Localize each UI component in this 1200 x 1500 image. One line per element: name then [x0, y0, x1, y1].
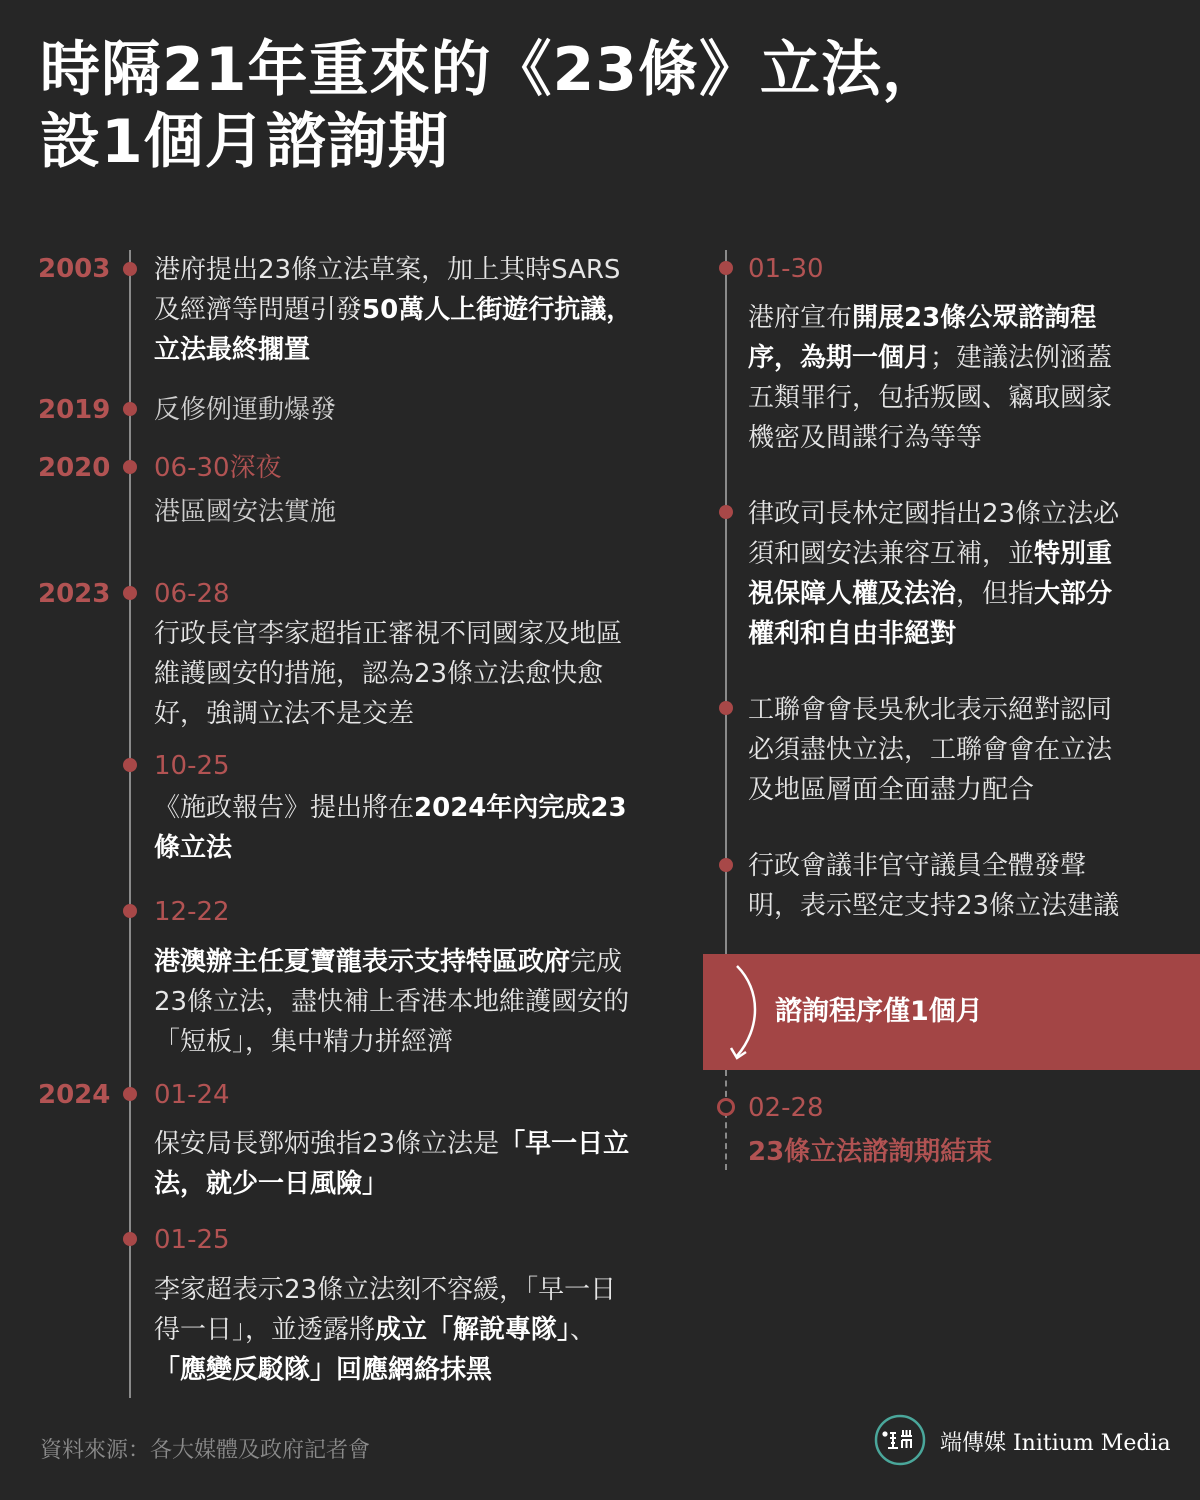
event-text: 維護國安的措施，認為23條立法愈快愈	[154, 659, 604, 689]
event-text: 港澳辦主任夏寶龍表示支持特區政府完成	[154, 947, 623, 977]
timeline-dot	[719, 261, 733, 275]
timeline-dot	[719, 505, 733, 519]
timeline-dot	[123, 460, 137, 474]
event-text: 《施政報告》提出將在2024年內完成23	[154, 793, 627, 823]
event-0130	[748, 298, 1178, 458]
event-date: 10-25	[154, 751, 230, 781]
event-exco	[748, 846, 1178, 926]
event-text: 得一日」，並透露將成立「解說專隊」、	[154, 1315, 597, 1345]
event-date: 01-24	[154, 1080, 230, 1110]
event-text: 序，為期一個月；建議法例涵蓋	[748, 343, 1113, 373]
year-2020: 2020	[38, 453, 111, 483]
event-2019: 反修例運動爆發	[154, 395, 337, 425]
year-2023: 2023	[38, 579, 111, 609]
title-line-1: 時隔21年重來的《23條》立法，	[40, 35, 943, 105]
timeline-dot	[719, 858, 733, 872]
title-line-2: 設1個月諮詢期	[40, 107, 449, 177]
event-text: 港府提出23條立法草案，加上其時SARS	[154, 255, 621, 285]
year-2019: 2019	[38, 395, 111, 425]
event-date: 01-25	[154, 1225, 230, 1255]
event-text: 行政會議非官守議員全體發聲	[748, 851, 1087, 881]
event-text: 保安局長鄧炳強指23條立法是「早一日立	[154, 1129, 630, 1159]
consultation-banner	[703, 954, 1200, 1070]
timeline-dot	[123, 586, 137, 600]
event-text: 五類罪行，包括叛國、竊取國家	[748, 383, 1113, 413]
event-date: 06-28	[154, 579, 230, 609]
event-text: 律政司長林定國指出23條立法必	[748, 499, 1120, 529]
event-text: 明，表示堅定支持23條立法建議	[748, 891, 1120, 921]
year-2024: 2024	[38, 1080, 111, 1110]
event-text: 23條立法，盡快補上香港本地維護國安的	[154, 987, 630, 1017]
event-text: 機密及間諜行為等等	[748, 423, 983, 453]
event-text: 好，強調立法不是交差	[154, 699, 415, 729]
event-justice	[748, 494, 1178, 654]
timeline-dot	[123, 262, 137, 276]
event-text: 工聯會會長吳秋北表示絕對認同	[748, 695, 1113, 725]
event-text: 視保障人權及法治，但指大部分	[748, 579, 1113, 609]
source-note: 資料來源：各大媒體及政府記者會	[40, 1438, 371, 1463]
event-text: 及地區層面全面盡力配合	[748, 775, 1035, 805]
left-timeline-line	[129, 250, 131, 1398]
event-text: 條立法	[154, 833, 233, 863]
page-title	[40, 34, 1160, 178]
event-text: 立法最終擱置	[154, 335, 311, 365]
event-text: 港府宣布開展23條公眾諮詢程	[748, 303, 1097, 333]
timeline-dot	[123, 402, 137, 416]
event-2023-1025	[154, 788, 684, 868]
initium-logo-icon	[874, 1414, 926, 1466]
timeline-dot	[123, 1232, 137, 1246]
event-text: 李家超表示23條立法刻不容緩，「早一日	[154, 1275, 617, 1305]
event-text: 「短板」，集中精力拼經濟	[154, 1027, 454, 1057]
event-date: 12-22	[154, 897, 230, 927]
event-2024-0124	[154, 1124, 684, 1204]
timeline-dot	[123, 1087, 137, 1101]
event-text: 法，就少一日風險」	[154, 1169, 389, 1199]
right-timeline-dashed	[725, 1070, 727, 1170]
brand-name: 端傳媒 Initium Media	[940, 1431, 1171, 1456]
timeline-dot-hollow	[717, 1098, 735, 1116]
right-timeline-line	[725, 250, 727, 954]
event-2023-1222	[154, 942, 684, 1062]
timeline-dot	[123, 904, 137, 918]
event-text: 須和國安法兼容互補，並特別重	[748, 539, 1113, 569]
timeline-dot	[719, 701, 733, 715]
event-text: 權利和自由非絕對	[748, 619, 957, 649]
event-date: 06-30深夜	[154, 453, 282, 483]
banner-label: 諮詢程序僅1個月	[775, 996, 983, 1027]
event-2024-0125	[154, 1270, 684, 1390]
event-2003	[154, 250, 684, 370]
event-2020: 港區國安法實施	[154, 497, 337, 527]
event-date: 02-28	[748, 1093, 824, 1123]
timeline-dot	[123, 758, 137, 772]
event-text: 及經濟等問題引發50萬人上街遊行抗議，	[154, 295, 633, 325]
event-text: 必須盡快立法，工聯會會在立法	[748, 735, 1113, 765]
event-date: 01-30	[748, 254, 824, 284]
event-2023-0628	[154, 614, 684, 734]
event-0228: 23條立法諮詢期結束	[748, 1137, 993, 1167]
year-2003: 2003	[38, 254, 111, 284]
event-text: 行政長官李家超指正審視不同國家及地區	[154, 619, 623, 649]
event-ftu	[748, 690, 1178, 810]
event-text: 「應變反駁隊」回應網絡抹黑	[154, 1355, 493, 1385]
curved-arrow-icon	[725, 962, 765, 1062]
